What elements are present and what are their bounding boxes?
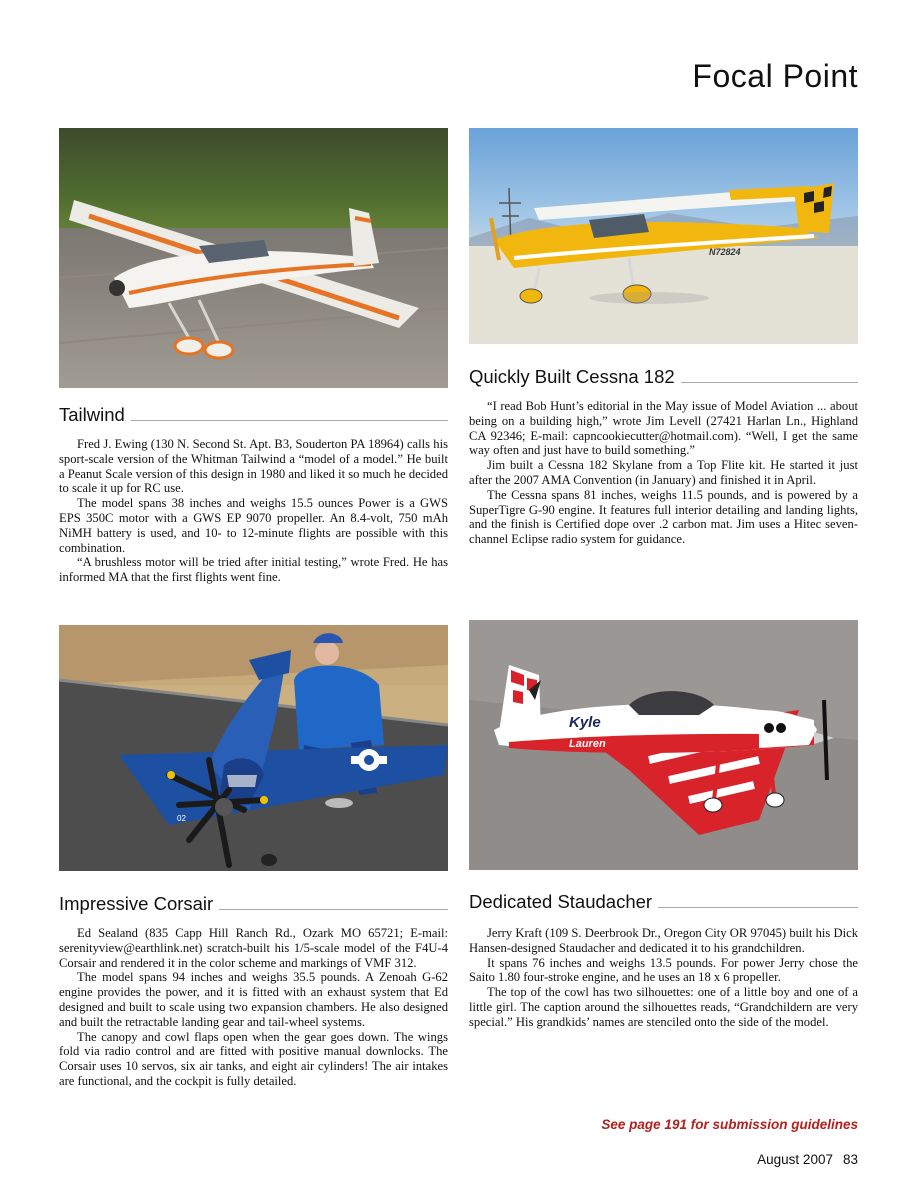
heading-rule	[681, 382, 858, 383]
corsair-paragraph-1: Ed Sealand (835 Capp Hill Ranch Rd., Ozark MO 65721; E-mail: serenityview@earthlink.net) scratch-built his 1/5-scale model of the F4U-4 Corsair and rendered it in the color scheme and markings of VMF 312.	[59, 926, 448, 970]
heading-staudacher	[469, 891, 858, 913]
submission-guidelines-note: See page 191 for submission guidelines	[601, 1117, 858, 1132]
staudacher-paragraph-3: The top of the cowl has two silhouettes: one of a little boy and one of a little girl. The caption around the silhouettes reads, “Grandchildern are very special.” His grandkids’ names are stenciled onto the side of the model.	[469, 985, 858, 1029]
corsair-paragraph-2: The model spans 94 inches and weighs 35.5 pounds. A Zenoah G-62 engine provides the power, and it is fitted with an exhaust system that Ed designed and built to scale using two expansion chambers. He also designed and built the retractable landing gear and tail-wheel systems.	[59, 970, 448, 1029]
cessna-paragraph-3: The Cessna spans 81 inches, weighs 11.5 pounds, and is powered by a SuperTigre G-90 engine. It features full interior detailing and landing lights, and the finish is Certified dope over .2 carbon mat. Jim uses a Hitec seven-channel Eclipse radio system for guidance.	[469, 487, 858, 547]
tailwind-airplane-image	[59, 128, 448, 388]
cessna-article-body	[469, 399, 858, 547]
corsair-article-body	[59, 926, 448, 1089]
tailwind-photo	[59, 128, 448, 388]
section-title: Focal Point	[692, 58, 858, 94]
tailwind-article-body	[59, 437, 448, 585]
corsair-photo	[59, 625, 448, 871]
staudacher-name-kyle: Kyle	[569, 714, 601, 731]
heading-staudacher-text: Dedicated Staudacher	[469, 891, 653, 912]
corsair-paragraph-3: The canopy and cowl flaps open when the gear goes down. The wings fold via radio control and are fitted with positive manual downlocks. The Corsair uses 10 servos, six air tanks, and eight air cylinders! The air intakes are functional, and the cockpit is fully detailed.	[59, 1029, 448, 1088]
cessna-paragraph-1: “I read Bob Hunt’s editorial in the May issue of Model Aviation ... about being on a building high,” wrote Jim Levell (27421 Harlan Ln., Highland CA 92346; E-mail: capncookiecutter@hotmail.com). “Well, I get the same way often and just have to build something.”	[469, 399, 858, 458]
staudacher-photo	[469, 620, 858, 870]
corsair-airplane-image	[59, 625, 448, 871]
tailwind-paragraph-1: Fred J. Ewing (130 N. Second St. Apt. B3, Souderton PA 18964) calls his sport-scale version of the Whitman Tailwind a “model of a model.” He built a Peanut Scale version of this design in 1980 and liked it so much he decided to scale it up for RC use.	[59, 437, 448, 496]
staudacher-paragraph-2: It spans 76 inches and weighs 13.5 pounds. For power Jerry chose the Saito 1.80 four-stroke engine, and he uses an 18 x 6 propeller.	[469, 955, 858, 985]
staudacher-name-lauren: Lauren	[569, 738, 606, 750]
corsair-number: 02	[177, 814, 186, 823]
tailwind-paragraph-3: “A brushless motor will be tried after initial testing,” wrote Fred. He has informed MA that the first flights went fine.	[59, 555, 448, 585]
heading-corsair-text: Impressive Corsair	[59, 893, 214, 914]
issue-date: August 2007	[757, 1152, 833, 1167]
heading-tailwind	[59, 404, 448, 426]
heading-corsair	[59, 893, 448, 915]
heading-tailwind-text: Tailwind	[59, 404, 125, 425]
page-folio	[757, 1152, 858, 1167]
cessna-registration: N72824	[709, 247, 741, 257]
heading-rule	[219, 909, 448, 910]
tailwind-paragraph-2: The model spans 38 inches and weighs 15.5 ounces Power is a GWS EPS 350C motor with a GWS EP 9070 propeller. An 8.4-volt, 750 mAh NiMH battery is used, and 10- to 12-minute flights are possible with this combination.	[59, 496, 448, 555]
cessna-airplane-image	[469, 128, 858, 344]
staudacher-paragraph-1: Jerry Kraft (109 S. Deerbrook Dr., Oregon City OR 97045) built his Dick Hansen-designed Staudacher and dedicated it to his grandchildren.	[469, 926, 858, 955]
heading-cessna	[469, 366, 858, 388]
heading-cessna-text: Quickly Built Cessna 182	[469, 366, 675, 387]
cessna-photo	[469, 128, 858, 344]
cessna-paragraph-2: Jim built a Cessna 182 Skylane from a Top Flite kit. He started it just after the 2007 AMA Convention (in January) and finished it in April.	[469, 458, 858, 487]
staudacher-airplane-image	[469, 620, 858, 870]
heading-rule	[131, 420, 448, 421]
staudacher-article-body	[469, 926, 858, 1030]
heading-rule	[658, 907, 858, 908]
page-number: 83	[842, 1152, 858, 1167]
